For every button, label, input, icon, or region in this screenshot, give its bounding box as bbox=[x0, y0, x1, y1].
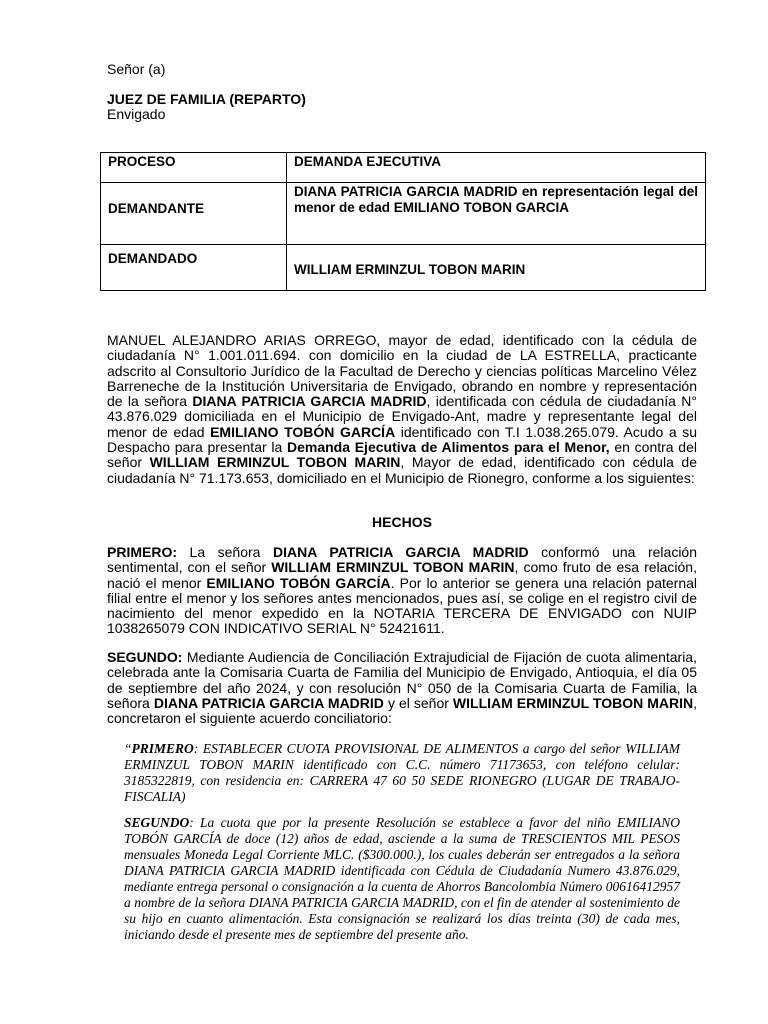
quote-label: PRIMERO bbox=[131, 741, 194, 756]
paragraph-label: SEGUNDO: bbox=[107, 649, 183, 665]
text-run: MANUEL ALEJANDRO ARIAS ORREGO, mayor de edad, identificado con la cédula de ciudadanía N° 1.001.011.694. con domicilio en la ciudad de LA ESTRELLA, practicante adscrito al Consultorio Jurídico de la Facultad de Derecho y ciencias políticas Marcelino Vélez Barreneche de la Institución Universitaria de Envigado, obrando en nombre y representación de la señora bbox=[107, 332, 697, 410]
recipient-title: JUEZ DE FAMILIA (REPARTO) bbox=[107, 91, 306, 107]
bold-run: Demanda Ejecutiva de Alimentos para el Menor, bbox=[286, 439, 610, 456]
bold-run: DIANA PATRICIA GARCIA MADRID bbox=[192, 393, 427, 410]
bold-run: WILLIAM ERMINZUL TOBON MARIN bbox=[452, 694, 694, 711]
proceso-value: DEMANDA EJECUTIVA bbox=[294, 154, 442, 169]
demandado-value: WILLIAM ERMINZUL TOBON MARIN bbox=[294, 262, 526, 277]
table-row bbox=[101, 183, 706, 245]
recipient-city: Envigado bbox=[107, 106, 166, 122]
section-heading: HECHOS bbox=[372, 514, 432, 530]
text-run: y el señor bbox=[383, 694, 453, 711]
quote-label: SEGUNDO bbox=[124, 815, 190, 830]
demandante-label: DEMANDANTE bbox=[108, 201, 204, 216]
case-table bbox=[100, 152, 706, 291]
text-run: en contra del señor bbox=[107, 439, 697, 471]
text-run: , concretaron el siguiente acuerdo conciliatorio: bbox=[107, 694, 697, 727]
quote-text: : La cuota que por la presente Resolución se establece a favor del niño EMILIANO TOBÓN GARCÍA de doce (12) años de edad, asciende a la suma de TRESCIENTOS MIL PESOS mensuales Moneda Legal Corriente MLC. ($300.000.), los cuales deberán ser entregados a la señora DIANA PATRICIA GARCIA MADRID identificada con Cédula de Ciudadanía Numero 43.876.029, mediante entrega personal o consignación a la cuenta de Ahorros Bancolombia Número 00616412957 a nombre de la señora DIANA PATRICIA GARCIA MADRID, con el fin de atender al sostenimiento de su hijo en cuanto alimentación. Esta consignación se realizará los días treinta (30) de cada mes, iniciando desde el presente mes de septiembre del presente año. bbox=[124, 815, 680, 942]
text-run: La señora bbox=[177, 544, 273, 560]
text-run: , como fruto de esa relación, nació el menor bbox=[107, 559, 697, 591]
bold-run: WILLIAM ERMINZUL TOBON MARIN bbox=[149, 454, 401, 471]
bold-run: DIANA PATRICIA GARCIA MADRID bbox=[273, 544, 529, 560]
demandante-value: DIANA PATRICIA GARCIA MADRID en representación legal del menor de edad EMILIANO TOBON GARCIA bbox=[287, 183, 706, 245]
proceso-label: PROCESO bbox=[108, 154, 176, 169]
table-label-cell bbox=[101, 153, 287, 183]
text-run: , Mayor de edad, identificado con cédula de ciudadanía N° 71.173.653, domiciliado en el Municipio de Rionegro, conforme a los siguientes: bbox=[107, 454, 697, 486]
table-label-cell bbox=[101, 183, 287, 245]
text-run: , identificada con cédula de ciudadanía N° 43.876.029 domiciliada en el Municipio de Envigado-Ant, madre y representante legal del menor de edad bbox=[107, 393, 697, 440]
quote-segundo bbox=[124, 815, 680, 943]
text-run: Mediante Audiencia de Conciliación Extrajudicial de Fijación de cuota alimentaria, celebrada ante la Comisaria Cuarta de Familia del Municipio de Envigado, Antioquia, el día 05 de septiembre del año 2024, y con resolución N° 050 de la Comisaria Cuarta de Familia, la señora bbox=[107, 649, 697, 711]
text-run: conformó una relación sentimental, con el señor bbox=[107, 544, 697, 576]
text-run: identificado con T.I 1.038.265.079. Acudo a su Despacho para presentar la bbox=[107, 423, 697, 456]
bold-run: EMILIANO TOBÓN GARCÍA bbox=[206, 574, 391, 591]
table-value-cell bbox=[287, 245, 706, 291]
recipient-block bbox=[107, 92, 306, 122]
demandado-label: DEMANDADO bbox=[108, 251, 198, 266]
bold-run: DIANA PATRICIA GARCIA MADRID bbox=[153, 694, 384, 711]
paragraph-label: PRIMERO: bbox=[107, 544, 177, 560]
table-row bbox=[101, 245, 706, 291]
salutation: Señor (a) bbox=[107, 61, 166, 77]
quote-primero bbox=[124, 741, 680, 805]
intro-paragraph bbox=[107, 333, 697, 486]
quote-text: : ESTABLECER CUOTA PROVISIONAL DE ALIMENTOS a cargo del señor WILLIAM ERMINZUL TOBON MARIN identificado con C.C. número 71173653, con teléfono celular: 3185322819, con residencia en: CARRERA 47 60 50 SEDE RIONEGRO (LUGAR DE TRABAJO-FISCALIA) bbox=[124, 741, 680, 804]
bold-run: WILLIAM ERMINZUL TOBON MARIN bbox=[271, 559, 515, 576]
table-row bbox=[101, 153, 706, 183]
bold-run: EMILIANO TOBÓN GARCÍA bbox=[210, 423, 396, 440]
open-quote: “ bbox=[124, 741, 132, 756]
segundo-paragraph bbox=[107, 650, 697, 726]
table-label-cell bbox=[101, 245, 287, 291]
text-run: . Por lo anterior se genera una relación paternal filial entre el menor y los señores antes mencionados, pues así, se colige en el registro civil de nacimiento del menor expedido en la NOTARIA TERCERA DE ENVIGADO con NUIP 1038265079 CON INDICATIVO SERIAL N° 52421611. bbox=[107, 574, 698, 637]
primero-paragraph bbox=[107, 545, 697, 637]
table-value-cell bbox=[287, 153, 706, 183]
